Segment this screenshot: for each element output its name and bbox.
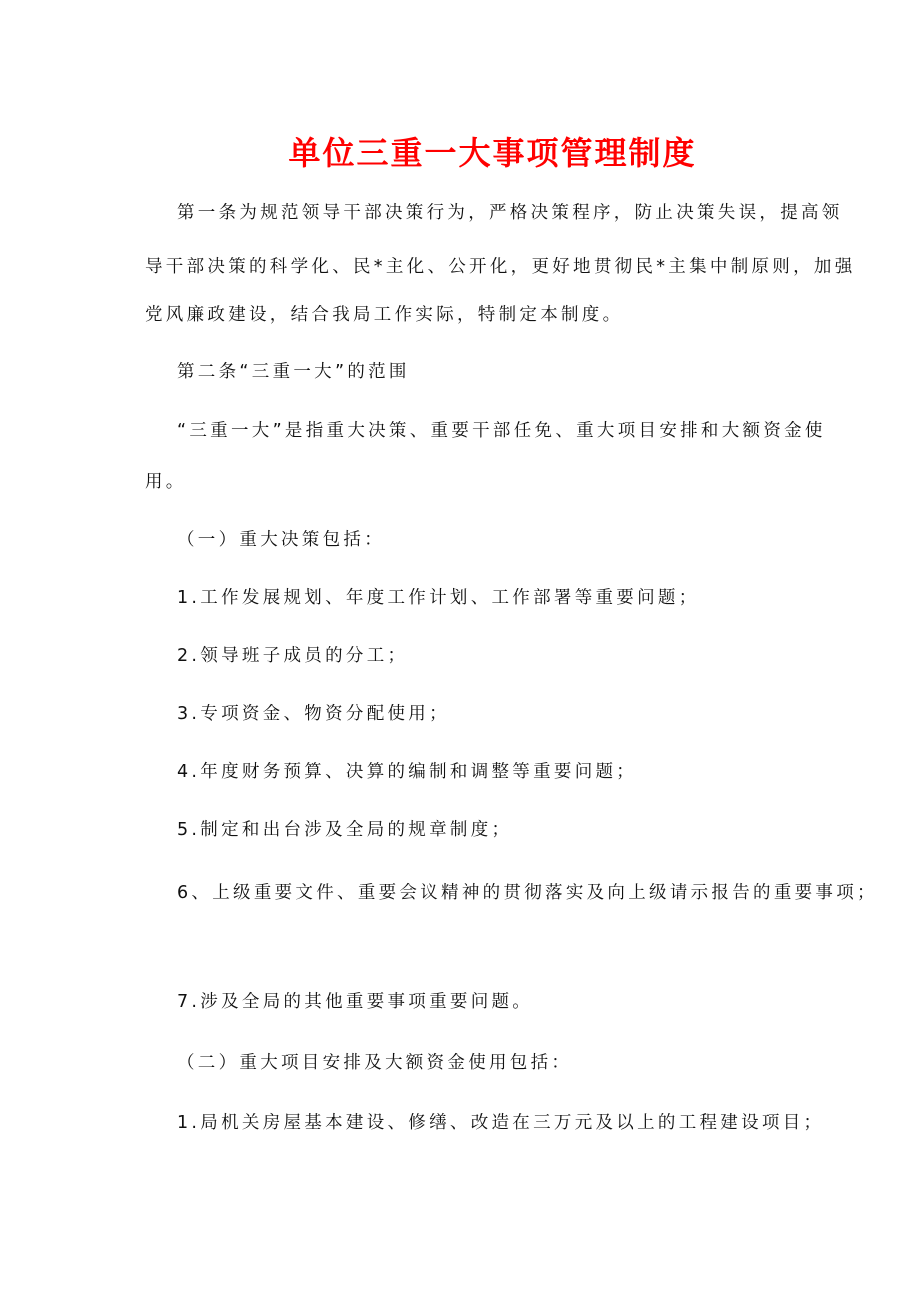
list-item: 2.领导班子成员的分工； bbox=[177, 646, 409, 666]
paragraph-line: 第一条为规范领导干部决策行为，严格决策程序，防止决策失误，提高领 bbox=[177, 203, 843, 223]
list-item: 1.局机关房屋基本建设、修缮、改造在三万元及以上的工程建设项目； bbox=[177, 1113, 825, 1133]
paragraph-line: 党风廉政建设，结合我局工作实际，特制定本制度。 bbox=[145, 305, 624, 325]
list-item: 6、上级重要文件、重要会议精神的贯彻落实及向上级请示报告的重要事项； bbox=[177, 883, 878, 903]
document-title: 单位三重一大事项管理制度 bbox=[288, 134, 697, 172]
list-item: 3.专项资金、物资分配使用； bbox=[177, 704, 450, 724]
paragraph-line: “三重一大”是指重大决策、重要干部任免、重大项目安排和大额资金使 bbox=[177, 421, 826, 441]
list-item: 7.涉及全局的其他重要事项重要问题。 bbox=[177, 992, 534, 1012]
list-item: 5.制定和出台涉及全局的规章制度； bbox=[177, 820, 513, 840]
paragraph-line: 用。 bbox=[145, 472, 187, 492]
paragraph-line: 导干部决策的科学化、民*主化、公开化，更好地贯彻民*主集中制原则，加强 bbox=[145, 257, 856, 277]
list-item: 1.工作发展规划、年度工作计划、工作部署等重要问题； bbox=[177, 588, 700, 608]
subsection-heading: （二）重大项目安排及大额资金使用包括： bbox=[177, 1053, 573, 1073]
list-item: 4.年度财务预算、决算的编制和调整等重要问题； bbox=[177, 762, 638, 782]
section-heading: 第二条“三重一大”的范围 bbox=[177, 362, 410, 382]
subsection-heading: （一）重大决策包括： bbox=[177, 530, 385, 550]
